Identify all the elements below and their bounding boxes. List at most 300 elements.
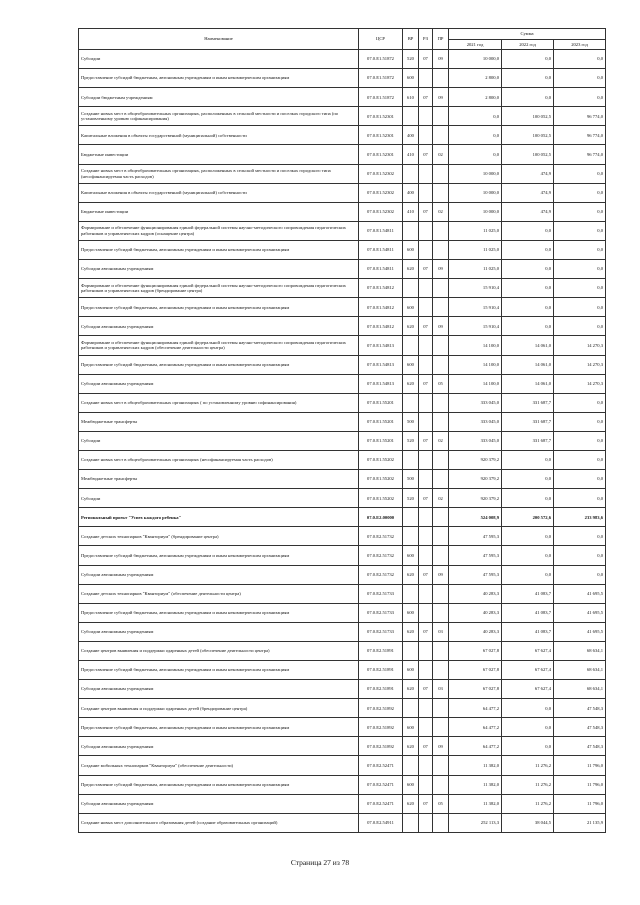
cell-vr: 600 <box>403 603 419 622</box>
cell-csr: 07.0.E2.51891 <box>359 680 403 699</box>
cell-y1: 252 113,3 <box>449 813 502 832</box>
cell-rz <box>419 546 433 565</box>
cell-y2: 331 687,7 <box>502 431 554 450</box>
cell-csr: 07.0.E2.51732 <box>359 527 403 546</box>
cell-name: Капитальные вложения в объекты государственной (муниципальной) собственности <box>79 126 359 145</box>
table-row <box>79 126 606 145</box>
cell-y1: 47 595,3 <box>449 527 502 546</box>
cell-name: Создание новых мест в общеобразовательных организациях, расположенных в сельской местности и поселках городского типа (по установленному уровню софинансирования) <box>79 107 359 126</box>
table-row <box>79 603 606 622</box>
cell-csr: 07.0.E1.55201 <box>359 412 403 431</box>
cell-pr: 03 <box>433 622 449 641</box>
cell-y1: 11 382,0 <box>449 794 502 813</box>
cell-y1: 920 379,2 <box>449 489 502 508</box>
cell-y1: 11 025,0 <box>449 240 502 259</box>
cell-y1: 11 382,0 <box>449 775 502 794</box>
cell-vr: 520 <box>403 489 419 508</box>
cell-y3: 0,0 <box>554 546 606 565</box>
cell-y2: 14 061,0 <box>502 374 554 393</box>
table-row <box>79 622 606 641</box>
cell-y3: 0,0 <box>554 489 606 508</box>
cell-y2: 0,0 <box>502 565 554 584</box>
cell-y1: 2 800,0 <box>449 69 502 88</box>
cell-y3: 0,0 <box>554 164 606 183</box>
cell-rz <box>419 584 433 603</box>
cell-name: Предоставление субсидий бюджетным, автономным учреждениям и иным некоммерческим организациям <box>79 240 359 259</box>
cell-y2: 41 083,7 <box>502 584 554 603</box>
cell-rz: 07 <box>419 489 433 508</box>
cell-pr <box>433 527 449 546</box>
col-rz-header: РЗ <box>419 29 433 50</box>
cell-pr <box>433 126 449 145</box>
cell-name: Субсидии автономным учреждениям <box>79 794 359 813</box>
cell-y2: 38 044,5 <box>502 813 554 832</box>
cell-vr: 600 <box>403 661 419 680</box>
table-row <box>79 240 606 259</box>
table-row <box>79 374 606 393</box>
cell-y1: 524 008,9 <box>449 508 502 527</box>
page-number: Страница 27 из 78 <box>290 858 350 867</box>
cell-y1: 11 025,0 <box>449 260 502 279</box>
cell-vr: 600 <box>403 298 419 317</box>
table-row <box>79 527 606 546</box>
cell-y3: 14 270,3 <box>554 336 606 355</box>
cell-y3: 0,0 <box>554 69 606 88</box>
cell-vr: 500 <box>403 412 419 431</box>
cell-pr: 05 <box>433 374 449 393</box>
cell-y2: 200 572,6 <box>502 508 554 527</box>
cell-vr: 620 <box>403 622 419 641</box>
cell-pr: 09 <box>433 565 449 584</box>
cell-vr: 410 <box>403 202 419 221</box>
table-row <box>79 546 606 565</box>
cell-y2: 331 687,7 <box>502 412 554 431</box>
cell-name: Межбюджетные трансферты <box>79 412 359 431</box>
cell-vr <box>403 641 419 660</box>
cell-name: Создание новых мест в общеобразовательных организациях (несофинансируемая часть расходов) <box>79 450 359 469</box>
cell-name: Субсидии автономным учреждениям <box>79 374 359 393</box>
cell-rz <box>419 699 433 718</box>
cell-vr: 600 <box>403 69 419 88</box>
cell-csr: 07.0.E2.52471 <box>359 756 403 775</box>
cell-name: Создание детских технопарков "Кванториум" (брендирование центра) <box>79 527 359 546</box>
cell-rz: 07 <box>419 622 433 641</box>
cell-y3: 0,0 <box>554 88 606 107</box>
cell-pr <box>433 412 449 431</box>
table-row <box>79 489 606 508</box>
cell-y3: 0,0 <box>554 202 606 221</box>
table-row <box>79 393 606 412</box>
cell-y3: 96 774,0 <box>554 107 606 126</box>
cell-y2: 0,0 <box>502 317 554 336</box>
cell-y3: 0,0 <box>554 221 606 240</box>
cell-name: Предоставление субсидий бюджетным, автономным учреждениям и иным некоммерческим организациям <box>79 298 359 317</box>
cell-vr: 400 <box>403 183 419 202</box>
cell-csr: 07.0.E1.55201 <box>359 393 403 412</box>
cell-vr <box>403 699 419 718</box>
cell-y3: 0,0 <box>554 470 606 489</box>
cell-rz <box>419 775 433 794</box>
table-row <box>79 164 606 183</box>
table-row <box>79 355 606 374</box>
cell-y3: 0,0 <box>554 50 606 69</box>
cell-y2: 0,0 <box>502 240 554 259</box>
cell-y2: 41 083,7 <box>502 603 554 622</box>
cell-y3: 0,0 <box>554 527 606 546</box>
cell-name: Субсидии автономным учреждениям <box>79 565 359 584</box>
cell-name: Субсидии автономным учреждениям <box>79 737 359 756</box>
cell-csr: 07.0.E2.51892 <box>359 737 403 756</box>
cell-y1: 64 477,2 <box>449 699 502 718</box>
cell-pr <box>433 775 449 794</box>
cell-rz <box>419 603 433 622</box>
cell-y2: 0,0 <box>502 546 554 565</box>
cell-csr: 07.0.E2.51892 <box>359 699 403 718</box>
table-row <box>79 737 606 756</box>
cell-name: Предоставление субсидий бюджетным, автономным учреждениям и иным некоммерческим организациям <box>79 69 359 88</box>
cell-csr: 07.0.E2.00000 <box>359 508 403 527</box>
cell-name: Субсидии автономным учреждениям <box>79 260 359 279</box>
cell-rz: 07 <box>419 737 433 756</box>
cell-csr: 07.0.E2.51733 <box>359 603 403 622</box>
table-row <box>79 88 606 107</box>
cell-y3: 41 695,5 <box>554 584 606 603</box>
cell-name: Бюджетные инвестиции <box>79 202 359 221</box>
cell-csr: 07.0.E2.51891 <box>359 661 403 680</box>
cell-vr: 620 <box>403 737 419 756</box>
cell-pr <box>433 470 449 489</box>
cell-pr <box>433 221 449 240</box>
cell-rz: 07 <box>419 317 433 336</box>
cell-name: Субсидии бюджетным учреждениям <box>79 88 359 107</box>
cell-csr: 07.0.E1.54813 <box>359 374 403 393</box>
table-row <box>79 699 606 718</box>
cell-y2: 11 276,2 <box>502 756 554 775</box>
cell-y2: 100 052,5 <box>502 107 554 126</box>
cell-pr: 09 <box>433 317 449 336</box>
cell-y3: 68 634,1 <box>554 661 606 680</box>
cell-y2: 67 627,4 <box>502 680 554 699</box>
table-row <box>79 641 606 660</box>
cell-rz <box>419 393 433 412</box>
cell-name: Создание мобильных технопарков "Кванториум" (обеспечение деятельности) <box>79 756 359 775</box>
cell-csr: 07.0.E1.52301 <box>359 145 403 164</box>
cell-vr: 620 <box>403 565 419 584</box>
cell-y3: 14 270,3 <box>554 355 606 374</box>
cell-pr <box>433 69 449 88</box>
cell-pr <box>433 336 449 355</box>
cell-csr: 07.0.E1.54811 <box>359 240 403 259</box>
cell-pr: 02 <box>433 202 449 221</box>
cell-vr <box>403 221 419 240</box>
cell-y1: 14 100,0 <box>449 355 502 374</box>
cell-pr <box>433 508 449 527</box>
cell-csr: 07.0.E1.51872 <box>359 69 403 88</box>
col-year1-header: 2021 год <box>449 40 502 50</box>
cell-y3: 47 548,3 <box>554 737 606 756</box>
cell-y1: 333 045,0 <box>449 393 502 412</box>
cell-name: Предоставление субсидий бюджетным, автономным учреждениям и иным некоммерческим организациям <box>79 775 359 794</box>
table-row <box>79 107 606 126</box>
cell-y1: 333 045,0 <box>449 412 502 431</box>
cell-name: Создание новых мест дополнительного образования детей (создание образовательных организаций) <box>79 813 359 832</box>
cell-vr: 500 <box>403 470 419 489</box>
cell-y1: 47 595,3 <box>449 565 502 584</box>
cell-y2: 0,0 <box>502 50 554 69</box>
cell-name: Создание новых мест в общеобразовательных организациях, расположенных в сельской местности и поселках городского типа (несофинансируемая часть расходов) <box>79 164 359 183</box>
cell-vr: 410 <box>403 145 419 164</box>
col-vr-header: ВР <box>403 29 419 50</box>
table-row <box>79 450 606 469</box>
cell-csr: 07.0.E1.54811 <box>359 260 403 279</box>
cell-vr: 610 <box>403 88 419 107</box>
cell-csr: 07.0.E1.52302 <box>359 202 403 221</box>
cell-vr: 620 <box>403 680 419 699</box>
cell-y2: 67 627,4 <box>502 641 554 660</box>
cell-vr <box>403 336 419 355</box>
cell-vr: 520 <box>403 50 419 69</box>
table-body <box>79 50 606 833</box>
cell-y2: 14 061,0 <box>502 355 554 374</box>
cell-csr: 07.0.E1.54811 <box>359 221 403 240</box>
cell-rz <box>419 164 433 183</box>
cell-csr: 07.0.E1.51872 <box>359 88 403 107</box>
col-pr-header: ПР <box>433 29 449 50</box>
cell-csr: 07.0.E1.55202 <box>359 470 403 489</box>
cell-y3: 0,0 <box>554 260 606 279</box>
cell-csr: 07.0.E1.52301 <box>359 126 403 145</box>
cell-y1: 10 000,0 <box>449 50 502 69</box>
cell-y3: 0,0 <box>554 565 606 584</box>
budget-page <box>78 28 605 833</box>
cell-name: Предоставление субсидий бюджетным, автономным учреждениям и иным некоммерческим организациям <box>79 546 359 565</box>
cell-csr: 07.0.E1.52301 <box>359 107 403 126</box>
cell-rz <box>419 69 433 88</box>
cell-csr: 07.0.E2.52471 <box>359 794 403 813</box>
cell-rz <box>419 240 433 259</box>
cell-y2: 474,9 <box>502 183 554 202</box>
cell-csr: 07.0.E2.51733 <box>359 584 403 603</box>
cell-rz: 07 <box>419 680 433 699</box>
cell-y3: 41 695,5 <box>554 603 606 622</box>
cell-y3: 96 774,0 <box>554 126 606 145</box>
cell-rz: 07 <box>419 88 433 107</box>
cell-y2: 0,0 <box>502 489 554 508</box>
cell-rz: 07 <box>419 565 433 584</box>
cell-pr <box>433 393 449 412</box>
cell-rz: 07 <box>419 50 433 69</box>
cell-csr: 07.0.E1.55202 <box>359 450 403 469</box>
cell-name: Предоставление субсидий бюджетным, автономным учреждениям и иным некоммерческим организациям <box>79 718 359 737</box>
cell-pr: 02 <box>433 489 449 508</box>
cell-csr: 07.0.E2.51732 <box>359 565 403 584</box>
cell-csr: 07.0.E2.52471 <box>359 775 403 794</box>
cell-name: Формирование и обеспечение функционирования единой федеральной системы научно-методического сопровождения педагогических работников и управленческих кадров (оснащение центра) <box>79 221 359 240</box>
budget-table <box>78 28 606 833</box>
cell-y3: 21 135,9 <box>554 813 606 832</box>
cell-y1: 40 283,3 <box>449 584 502 603</box>
table-row <box>79 221 606 240</box>
table-row <box>79 813 606 832</box>
cell-y2: 11 276,2 <box>502 794 554 813</box>
cell-csr: 07.0.E2.51733 <box>359 622 403 641</box>
cell-vr <box>403 107 419 126</box>
cell-name: Субсидии автономным учреждениям <box>79 680 359 699</box>
cell-y3: 96 774,0 <box>554 145 606 164</box>
cell-y3: 0,0 <box>554 450 606 469</box>
cell-pr <box>433 279 449 298</box>
cell-y1: 920 379,2 <box>449 470 502 489</box>
cell-pr: 03 <box>433 680 449 699</box>
cell-pr <box>433 813 449 832</box>
cell-csr: 07.0.E1.52302 <box>359 183 403 202</box>
table-row <box>79 260 606 279</box>
cell-y3: 0,0 <box>554 298 606 317</box>
cell-pr <box>433 699 449 718</box>
cell-y2: 331 687,7 <box>502 393 554 412</box>
cell-rz <box>419 756 433 775</box>
cell-vr: 600 <box>403 775 419 794</box>
cell-vr <box>403 756 419 775</box>
table-row <box>79 718 606 737</box>
cell-csr: 07.0.E1.52302 <box>359 164 403 183</box>
cell-name: Создание детских технопарков "Кванториум" (обеспечение деятельности центра) <box>79 584 359 603</box>
cell-y3: 0,0 <box>554 317 606 336</box>
cell-y2: 100 052,5 <box>502 126 554 145</box>
cell-y3: 11 796,0 <box>554 756 606 775</box>
cell-vr: 520 <box>403 431 419 450</box>
cell-y1: 67 027,8 <box>449 661 502 680</box>
cell-name: Создание центров выявления и поддержки одаренных детей (обеспечение деятельности центра) <box>79 641 359 660</box>
cell-y2: 0,0 <box>502 279 554 298</box>
cell-rz <box>419 298 433 317</box>
cell-y3: 233 983,6 <box>554 508 606 527</box>
cell-y1: 10 000,0 <box>449 183 502 202</box>
cell-vr <box>403 584 419 603</box>
cell-y3: 14 270,3 <box>554 374 606 393</box>
table-row <box>79 680 606 699</box>
table-row <box>79 183 606 202</box>
table-row <box>79 412 606 431</box>
cell-rz <box>419 412 433 431</box>
cell-y2: 41 083,7 <box>502 622 554 641</box>
table-row <box>79 69 606 88</box>
cell-vr: 600 <box>403 718 419 737</box>
cell-rz <box>419 661 433 680</box>
cell-rz <box>419 355 433 374</box>
table-row <box>79 756 606 775</box>
cell-rz <box>419 450 433 469</box>
cell-y2: 0,0 <box>502 470 554 489</box>
cell-name: Субсидии <box>79 50 359 69</box>
cell-rz <box>419 470 433 489</box>
cell-y3: 68 634,1 <box>554 641 606 660</box>
cell-vr <box>403 508 419 527</box>
cell-y1: 67 027,8 <box>449 641 502 660</box>
cell-y2: 0,0 <box>502 298 554 317</box>
cell-y1: 47 595,3 <box>449 546 502 565</box>
cell-y1: 15 910,4 <box>449 317 502 336</box>
cell-csr: 07.0.E1.54812 <box>359 298 403 317</box>
cell-pr <box>433 641 449 660</box>
cell-y3: 11 796,0 <box>554 794 606 813</box>
cell-y2: 0,0 <box>502 718 554 737</box>
cell-rz <box>419 221 433 240</box>
cell-rz <box>419 508 433 527</box>
cell-rz: 07 <box>419 260 433 279</box>
cell-y3: 0,0 <box>554 240 606 259</box>
cell-name: Субсидии <box>79 431 359 450</box>
cell-rz <box>419 527 433 546</box>
cell-y3: 0,0 <box>554 412 606 431</box>
cell-pr <box>433 584 449 603</box>
cell-y3: 11 796,0 <box>554 775 606 794</box>
cell-csr: 07.0.E1.54813 <box>359 355 403 374</box>
cell-pr <box>433 240 449 259</box>
cell-pr <box>433 164 449 183</box>
cell-pr <box>433 603 449 622</box>
cell-name: Бюджетные инвестиции <box>79 145 359 164</box>
cell-pr <box>433 298 449 317</box>
cell-y1: 920 379,2 <box>449 450 502 469</box>
cell-y1: 10 000,0 <box>449 164 502 183</box>
table-row <box>79 661 606 680</box>
table-row <box>79 584 606 603</box>
cell-rz: 07 <box>419 202 433 221</box>
table-row <box>79 470 606 489</box>
cell-pr <box>433 450 449 469</box>
cell-y1: 11 025,0 <box>449 221 502 240</box>
cell-y2: 474,9 <box>502 164 554 183</box>
cell-vr <box>403 279 419 298</box>
cell-y2: 0,0 <box>502 450 554 469</box>
table-row <box>79 508 606 527</box>
cell-csr: 07.0.E2.54911 <box>359 813 403 832</box>
cell-name: Предоставление субсидий бюджетным, автономным учреждениям и иным некоммерческим организациям <box>79 661 359 680</box>
cell-pr: 09 <box>433 88 449 107</box>
cell-y1: 40 283,3 <box>449 603 502 622</box>
cell-name: Создание центров выявления и поддержки одаренных детей (брендирование центра) <box>79 699 359 718</box>
cell-y3: 41 695,5 <box>554 622 606 641</box>
table-header <box>79 29 606 50</box>
cell-name: Формирование и обеспечение функционирования единой федеральной системы научно-методического сопровождения педагогических работников и управленческих кадров (обеспечение деятельности центра) <box>79 336 359 355</box>
cell-name: Создание новых мест в общеобразовательных организациях ( по установленному уровню софинансирования) <box>79 393 359 412</box>
cell-name: Предоставление субсидий бюджетным, автономным учреждениям и иным некоммерческим организациям <box>79 603 359 622</box>
table-row <box>79 317 606 336</box>
cell-rz: 07 <box>419 431 433 450</box>
cell-rz <box>419 126 433 145</box>
table-row <box>79 794 606 813</box>
cell-y3: 0,0 <box>554 393 606 412</box>
cell-name: Формирование и обеспечение функционирования единой федеральной системы научно-методического сопровождения педагогических работников и управленческих кадров (брендирование центра) <box>79 279 359 298</box>
cell-rz <box>419 183 433 202</box>
cell-csr: 07.0.E2.51892 <box>359 718 403 737</box>
cell-y2: 0,0 <box>502 699 554 718</box>
cell-rz <box>419 813 433 832</box>
cell-y2: 0,0 <box>502 88 554 107</box>
table-row <box>79 50 606 69</box>
cell-pr <box>433 718 449 737</box>
cell-y1: 10 000,0 <box>449 202 502 221</box>
cell-y1: 333 045,0 <box>449 431 502 450</box>
cell-vr <box>403 450 419 469</box>
cell-pr <box>433 546 449 565</box>
cell-y2: 100 052,5 <box>502 145 554 164</box>
cell-rz: 07 <box>419 145 433 164</box>
cell-vr: 600 <box>403 546 419 565</box>
cell-y2: 0,0 <box>502 221 554 240</box>
cell-y1: 40 283,3 <box>449 622 502 641</box>
